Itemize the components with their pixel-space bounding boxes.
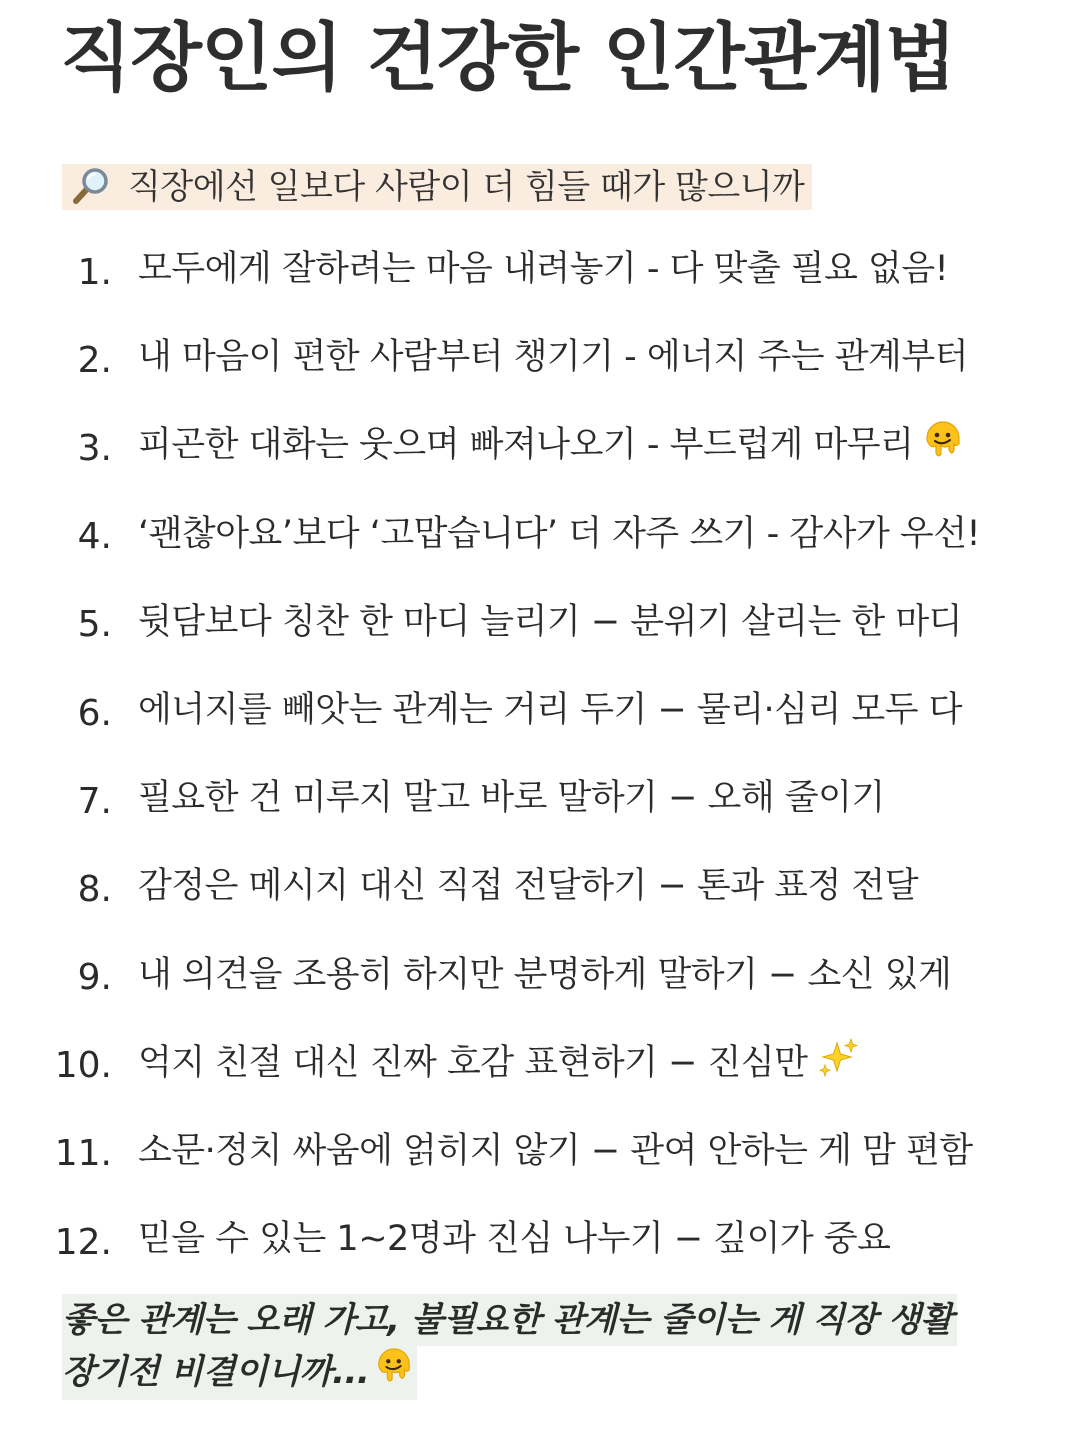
list-text: 믿을 수 있는 1~2명과 진심 나누기 − 깊이가 중요 (138, 1219, 891, 1260)
melting-face-icon (375, 1347, 413, 1400)
tips-list (0, 222, 1080, 1280)
list-number: 1. (77, 251, 112, 293)
list-text: 내 마음이 편한 사람부터 챙기기 - 에너지 주는 관계부터 (138, 337, 968, 378)
list-item (0, 398, 1080, 486)
list-number: 3. (77, 427, 112, 469)
list-item (0, 663, 1080, 751)
list-item (0, 1192, 1080, 1280)
closing-line-2 (62, 1346, 417, 1400)
list-text: 소문·정치 싸움에 얽히지 않기 − 관여 안하는 게 맘 편함 (138, 1130, 973, 1171)
closing-line-2-text: 장기전 비결이니까... (62, 1352, 370, 1392)
list-item (0, 928, 1080, 1016)
list-number: 10. (54, 1045, 112, 1087)
list-text: 감정은 메시지 대신 직접 전달하기 − 톤과 표정 전달 (138, 866, 919, 907)
list-number: 7. (77, 780, 112, 822)
list-text: 내 의견을 조용히 하지만 분명하게 말하기 − 소신 있게 (138, 954, 952, 995)
list-number: 8. (77, 868, 112, 910)
melting-face-icon (923, 420, 963, 464)
list-item (0, 487, 1080, 575)
list-text: ‘괜찮아요’보다 ‘고맙습니다’ 더 자주 쓰기 - 감사가 우선! (138, 513, 981, 554)
magnifying-glass-icon (68, 167, 112, 207)
list-text: 필요한 건 미루지 말고 바로 말하기 − 오해 줄이기 (138, 778, 885, 819)
closing-quote (62, 1294, 1062, 1400)
list-text: 에너지를 빼앗는 관계는 거리 두기 − 물리·심리 모두 다 (138, 690, 962, 731)
list-number: 11. (54, 1133, 112, 1175)
list-text: 모두에게 잘하려는 마음 내려놓기 - 다 맞출 필요 없음! (138, 249, 949, 290)
list-item (0, 575, 1080, 663)
closing-line-1: 좋은 관계는 오래 가고, 불필요한 관계는 줄이는 게 직장 생활 (62, 1294, 957, 1346)
list-number: 6. (77, 692, 112, 734)
list-item (0, 1104, 1080, 1192)
callout (62, 164, 812, 210)
callout-text: 직장에선 일보다 사람이 더 힘들 때가 많으니까 (128, 167, 805, 207)
list-text: 피곤한 대화는 웃으며 빠져나오기 - 부드럽게 마무리 (138, 425, 914, 466)
list-number: 9. (77, 957, 112, 999)
list-number: 5. (77, 604, 112, 646)
list-number: 2. (77, 339, 112, 381)
list-number: 4. (77, 516, 112, 558)
page-title: 직장인의 건강한 인간관계법 (60, 15, 956, 101)
sparkles-icon (817, 1037, 859, 1083)
list-number: 12. (54, 1221, 112, 1263)
list-item (0, 1016, 1080, 1104)
list-item (0, 310, 1080, 398)
list-item (0, 751, 1080, 839)
list-text: 억지 친절 대신 진짜 호감 표현하기 − 진심만 (138, 1042, 808, 1083)
list-item (0, 839, 1080, 927)
list-text: 뒷담보다 칭찬 한 마디 늘리기 − 분위기 살리는 한 마디 (138, 601, 962, 642)
list-item (0, 222, 1080, 310)
